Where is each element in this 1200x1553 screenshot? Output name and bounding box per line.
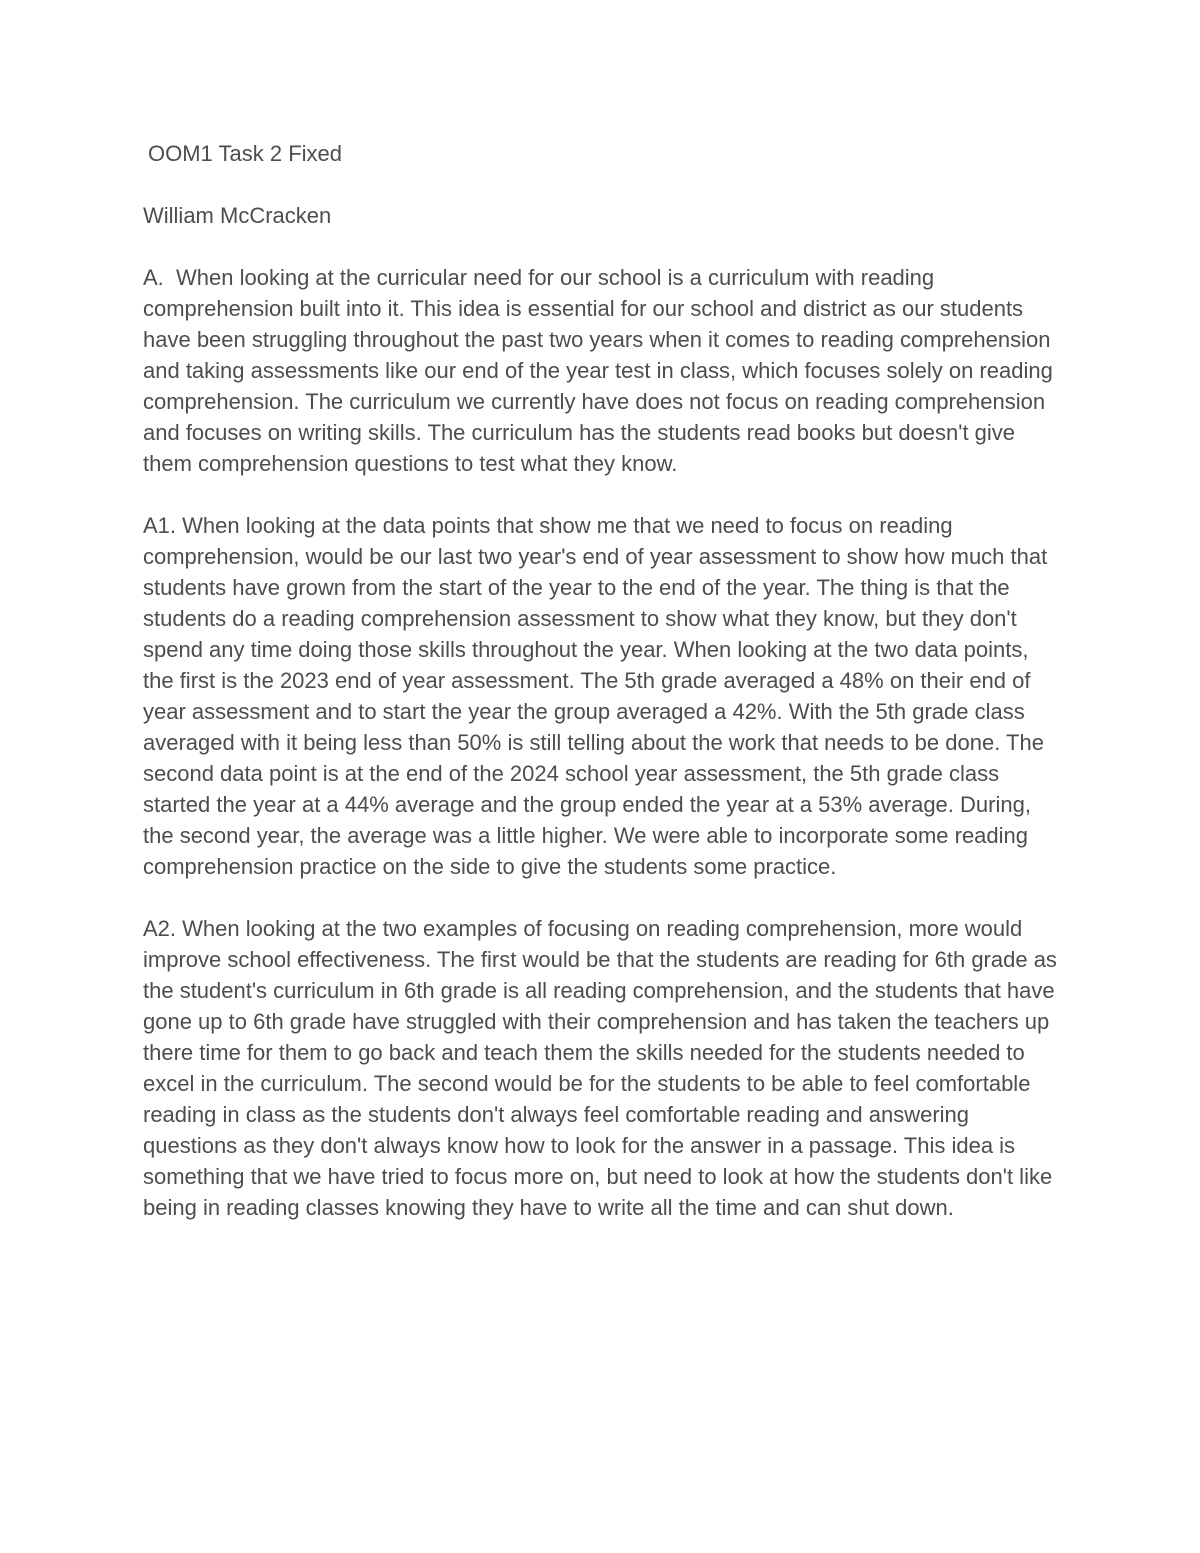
document-author: William McCracken — [143, 203, 332, 228]
paragraph-a: A. When looking at the curricular need for our school is a curriculum with reading comprehension built into it. This idea is essential for our school and district as our students have been struggling throughout the past two years when it comes to reading comprehension and taking assessments like our end of the year test in class, which focuses solely on reading comprehension. The curriculum we currently have does not focus on reading comprehension and focuses on writing skills. The curriculum has the students read books but doesn't give them comprehension questions to test what they know. — [143, 265, 1059, 476]
paragraph-a2: A2. When looking at the two examples of focusing on reading comprehension, more would improve school effectiveness. The first would be that the students are reading for 6th grade as the student's curriculum in 6th grade is all reading comprehension, and the students that have gone up to 6th grade have struggled with their comprehension and has taken the teachers up there time for them to go back and teach them the skills needed for the students needed to excel in the curriculum. The second would be for the students to be able to feel comfortable reading in class as the students don't always feel comfortable reading and answering questions as they don't always know how to look for the answer in a passage. This idea is something that we have tried to focus more on, but need to look at how the students don't like being in reading classes knowing they have to write all the time and can shut down. — [143, 916, 1064, 1220]
paragraph-a1: A1. When looking at the data points that show me that we need to focus on reading comprehension, would be our last two year's end of year assessment to show how much that students have grown from the start of the year to the end of the year. The thing is that the students do a reading comprehension assessment to show what they know, but they don't spend any time doing those skills throughout the year. When looking at the two data points, the first is the 2023 end of year assessment. The 5th grade averaged a 48% on their end of year assessment and to start the year the group averaged a 42%. With the 5th grade class averaged with it being less than 50% is still telling about the work that needs to be done. The second data point is at the end of the 2024 school year assessment, the 5th grade class started the year at a 44% average and the group ended the year at a 53% average. During, the second year, the average was a little higher. We were able to incorporate some reading comprehension practice on the side to give the students some practice. — [143, 513, 1054, 879]
document-title: OOM1 Task 2 Fixed — [148, 141, 342, 166]
